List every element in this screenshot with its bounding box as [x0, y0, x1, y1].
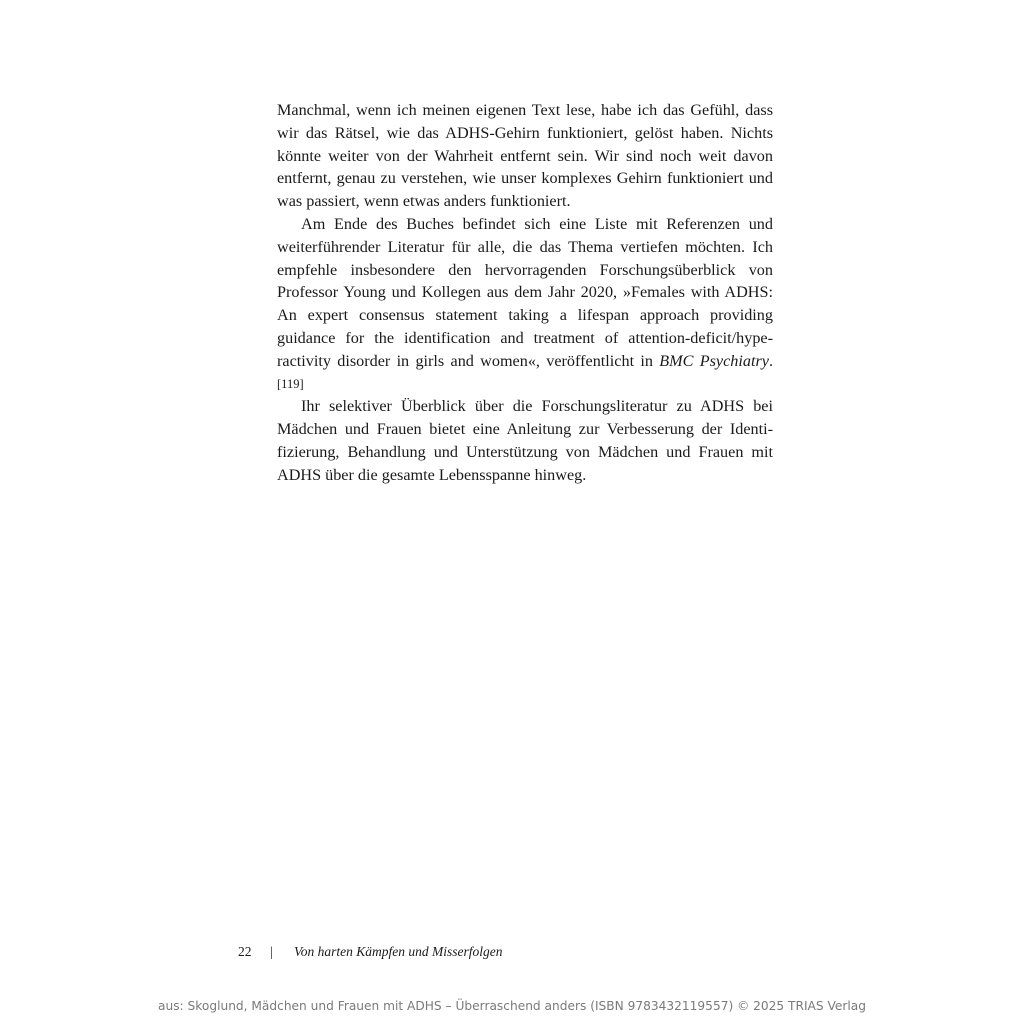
source-line: aus: Skoglund, Mädchen und Frauen mit ADHS – Überraschend anders (ISBN 9783432119557) © 2025 TRIAS Verlag [158, 999, 866, 1013]
journal-title: BMC Psychiatry [659, 351, 769, 370]
page-number: 22 [238, 944, 252, 959]
paragraph-2-end: . [768, 351, 773, 370]
running-title: Von harten Kämpfen und Misserfolgen [294, 944, 503, 959]
reference-marker: [119] [277, 376, 304, 391]
paragraph-2 [277, 213, 773, 395]
body-text [277, 99, 773, 487]
paragraph-3: Ihr selektiver Überblick über die Forschungsliteratur zu ADHS bei Mädchen und Frauen bietet eine Anleitung zur Verbesserung der Identifizierung, Behandlung und Unterstützung von Mädchen und Frauen mit ADHS über die gesamte Lebensspanne hinweg. [277, 397, 773, 484]
footer-separator: | [270, 944, 273, 959]
page-footer [238, 944, 503, 960]
paragraph-2-text: Am Ende des Buches befindet sich eine Liste mit Referenzen und weiterführender Literatur für alle, die das Thema vertiefen möchten. Ich empfehle insbesondere den hervorragenden Forschungsüberblick von Professor Young und Kollegen aus dem Jahr 2020, »Females with ADHS: An expert consensus statement taking a lifespan approach providing guidance for the identification and treatment of attention-deficit/hyperactivity disorder in girls and women«, veröffentlicht in [277, 214, 773, 370]
paragraph-1: Manchmal, wenn ich meinen eigenen Text lese, habe ich das Gefühl, dass wir das Rätsel, wie das ADHS-Gehirn funktioniert, gelöst haben. Nichts könnte weiter von der Wahrheit entfernt sein. Wir sind noch weit davon entfernt, genau zu verstehen, wie unser komplexes Gehirn funktioniert und was passiert, wenn etwas anders funktioniert. [277, 101, 773, 211]
